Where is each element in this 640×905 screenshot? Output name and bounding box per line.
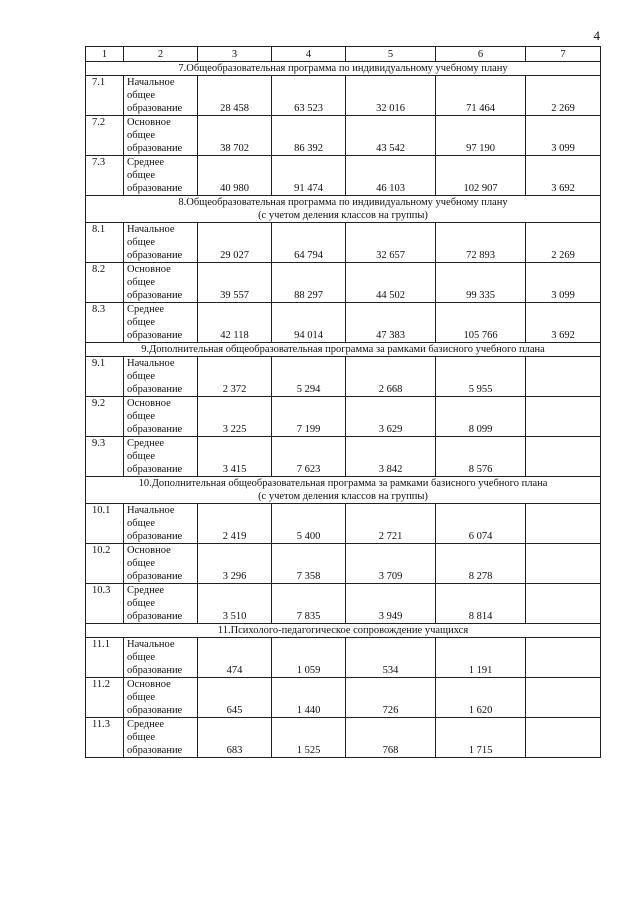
education-level [124,504,198,544]
section-title-line: (с учетом деления классов на группы) [258,210,428,221]
value-col-4: 94 014 [272,303,346,343]
value-col-7: 2 269 [526,76,601,116]
row-index: 10.3 [86,584,124,624]
value-col-4: 1 059 [272,638,346,678]
column-number-7: 7 [526,47,601,62]
column-number-1: 1 [86,47,124,62]
value-col-7: 3 692 [526,156,601,196]
education-level-line: общее [127,451,155,462]
section-title-row [86,624,601,638]
table-row [86,223,601,263]
education-level-line: общее [127,692,155,703]
education-level [124,357,198,397]
value-col-6: 105 766 [436,303,526,343]
value-col-6: 102 907 [436,156,526,196]
row-index: 8.2 [86,263,124,303]
value-col-7 [526,584,601,624]
value-col-6: 97 190 [436,116,526,156]
education-level-line: общее [127,90,155,101]
value-col-5: 534 [346,638,436,678]
value-col-6: 1 191 [436,638,526,678]
column-number-5: 5 [346,47,436,62]
row-index: 9.1 [86,357,124,397]
value-col-4: 7 623 [272,437,346,477]
value-col-5: 46 103 [346,156,436,196]
education-level [124,718,198,758]
education-level-line: Начальное [127,639,175,650]
education-level [124,303,198,343]
education-level-line: Начальное [127,224,175,235]
education-level-line: образование [127,290,183,301]
education-level-line: общее [127,558,155,569]
education-level [124,638,198,678]
section-title-line: 11.Психолого-педагогическое сопровождение учащихся [217,625,469,636]
education-level-line: Основное [127,679,171,690]
section-title [86,343,601,357]
value-col-4: 86 392 [272,116,346,156]
education-level-line: образование [127,250,183,261]
value-col-3: 645 [198,678,272,718]
education-level-line: образование [127,424,183,435]
education-level-line: образование [127,665,183,676]
section-title [86,62,601,76]
table-row [86,504,601,544]
education-level-line: Среднее [127,304,165,315]
education-level [124,116,198,156]
row-index: 7.1 [86,76,124,116]
value-col-6: 72 893 [436,223,526,263]
education-level-line: образование [127,611,183,622]
value-col-5: 2 668 [346,357,436,397]
education-level-line: общее [127,652,155,663]
education-level-line: общее [127,317,155,328]
section-title-line: 8.Общеобразовательная программа по индивидуальному учебному плану [178,197,508,208]
value-col-4: 5 400 [272,504,346,544]
education-level [124,544,198,584]
education-level-line: образование [127,745,183,756]
value-col-3: 3 225 [198,397,272,437]
value-col-5: 2 721 [346,504,436,544]
value-col-4: 64 794 [272,223,346,263]
education-level-line: образование [127,103,183,114]
value-col-7 [526,718,601,758]
education-level-line: образование [127,464,183,475]
row-index: 11.3 [86,718,124,758]
row-index: 9.2 [86,397,124,437]
value-col-3: 683 [198,718,272,758]
value-col-3: 474 [198,638,272,678]
education-level-line: Основное [127,398,171,409]
section-title-line: 10.Дополнительная общеобразовательная программа за рамками базисного учебного плана [138,478,548,489]
table-row [86,116,601,156]
education-level-line: образование [127,330,183,341]
table-row [86,156,601,196]
table-row [86,303,601,343]
value-col-7: 3 099 [526,116,601,156]
value-col-3: 2 372 [198,357,272,397]
education-level [124,76,198,116]
value-col-5: 32 657 [346,223,436,263]
value-col-4: 91 474 [272,156,346,196]
table-row [86,357,601,397]
value-col-3: 38 702 [198,116,272,156]
education-level [124,678,198,718]
value-col-3: 3 415 [198,437,272,477]
value-col-5: 768 [346,718,436,758]
table-row [86,544,601,584]
row-index: 11.2 [86,678,124,718]
education-level [124,223,198,263]
value-col-7 [526,544,601,584]
row-index: 10.2 [86,544,124,584]
education-level-line: Основное [127,117,171,128]
value-col-7 [526,678,601,718]
education-level [124,263,198,303]
section-title-row [86,196,601,223]
education-level-line: образование [127,384,183,395]
value-col-5: 3 949 [346,584,436,624]
education-level-line: общее [127,732,155,743]
row-index: 8.1 [86,223,124,263]
value-col-6: 5 955 [436,357,526,397]
value-col-6: 8 576 [436,437,526,477]
value-col-4: 7 199 [272,397,346,437]
column-number-6: 6 [436,47,526,62]
value-col-7 [526,357,601,397]
education-level-line: общее [127,170,155,181]
value-col-5: 726 [346,678,436,718]
value-col-3: 28 458 [198,76,272,116]
section-title-row [86,62,601,76]
column-number-row [86,47,601,62]
value-col-6: 8 814 [436,584,526,624]
section-title [86,624,601,638]
education-level-line: Начальное [127,77,175,88]
education-level-line: Среднее [127,719,165,730]
value-col-3: 40 980 [198,156,272,196]
value-col-5: 3 709 [346,544,436,584]
value-col-7: 3 692 [526,303,601,343]
value-col-4: 5 294 [272,357,346,397]
table-row [86,638,601,678]
value-col-5: 47 383 [346,303,436,343]
section-title-line: 9.Дополнительная общеобразовательная программа за рамками базисного учебного плана [141,344,545,355]
value-col-3: 3 296 [198,544,272,584]
table-row [86,263,601,303]
education-level-line: Основное [127,545,171,556]
table-row [86,718,601,758]
value-col-6: 6 074 [436,504,526,544]
value-col-5: 44 502 [346,263,436,303]
education-level-line: Начальное [127,505,175,516]
value-col-3: 3 510 [198,584,272,624]
section-title [86,477,601,504]
section-title-row [86,477,601,504]
value-col-7 [526,504,601,544]
table-row [86,437,601,477]
value-col-5: 43 542 [346,116,436,156]
education-level-line: образование [127,531,183,542]
section-title [86,196,601,223]
education-level-line: общее [127,237,155,248]
value-col-5: 3 842 [346,437,436,477]
value-col-4: 7 835 [272,584,346,624]
education-level-line: общее [127,411,155,422]
education-level-line: общее [127,598,155,609]
value-col-3: 2 419 [198,504,272,544]
education-level [124,584,198,624]
education-level-line: Среднее [127,157,165,168]
value-col-3: 29 027 [198,223,272,263]
value-col-6: 8 099 [436,397,526,437]
section-title-line: 7.Общеобразовательная программа по индивидуальному учебному плану [178,63,508,74]
value-col-4: 7 358 [272,544,346,584]
row-index: 11.1 [86,638,124,678]
row-index: 10.1 [86,504,124,544]
table-row [86,584,601,624]
section-title-row [86,343,601,357]
value-col-6: 71 464 [436,76,526,116]
value-col-5: 32 016 [346,76,436,116]
education-level-line: образование [127,183,183,194]
education-level-line: Начальное [127,358,175,369]
value-col-4: 88 297 [272,263,346,303]
education-level-line: образование [127,143,183,154]
education-level-line: общее [127,371,155,382]
education-level [124,156,198,196]
table-row [86,397,601,437]
table-row [86,76,601,116]
table-row [86,678,601,718]
value-col-7 [526,638,601,678]
value-col-7: 2 269 [526,223,601,263]
row-index: 7.3 [86,156,124,196]
tariff-table [85,46,601,758]
education-level-line: образование [127,571,183,582]
value-col-6: 99 335 [436,263,526,303]
value-col-7 [526,397,601,437]
column-number-3: 3 [198,47,272,62]
value-col-3: 39 557 [198,263,272,303]
value-col-3: 42 118 [198,303,272,343]
section-title-line: (с учетом деления классов на группы) [258,491,428,502]
column-number-4: 4 [272,47,346,62]
table-body [86,47,601,758]
value-col-4: 1 440 [272,678,346,718]
value-col-7: 3 099 [526,263,601,303]
education-level [124,437,198,477]
value-col-6: 1 715 [436,718,526,758]
row-index: 7.2 [86,116,124,156]
row-index: 9.3 [86,437,124,477]
value-col-6: 8 278 [436,544,526,584]
education-level-line: Основное [127,264,171,275]
education-level-line: общее [127,518,155,529]
row-index: 8.3 [86,303,124,343]
education-level-line: Среднее [127,438,165,449]
education-level [124,397,198,437]
education-level-line: образование [127,705,183,716]
value-col-6: 1 620 [436,678,526,718]
page-number: 4 [593,28,600,43]
education-level-line: Среднее [127,585,165,596]
education-level-line: общее [127,130,155,141]
value-col-5: 3 629 [346,397,436,437]
value-col-4: 63 523 [272,76,346,116]
education-level-line: общее [127,277,155,288]
value-col-7 [526,437,601,477]
column-number-2: 2 [124,47,198,62]
value-col-4: 1 525 [272,718,346,758]
